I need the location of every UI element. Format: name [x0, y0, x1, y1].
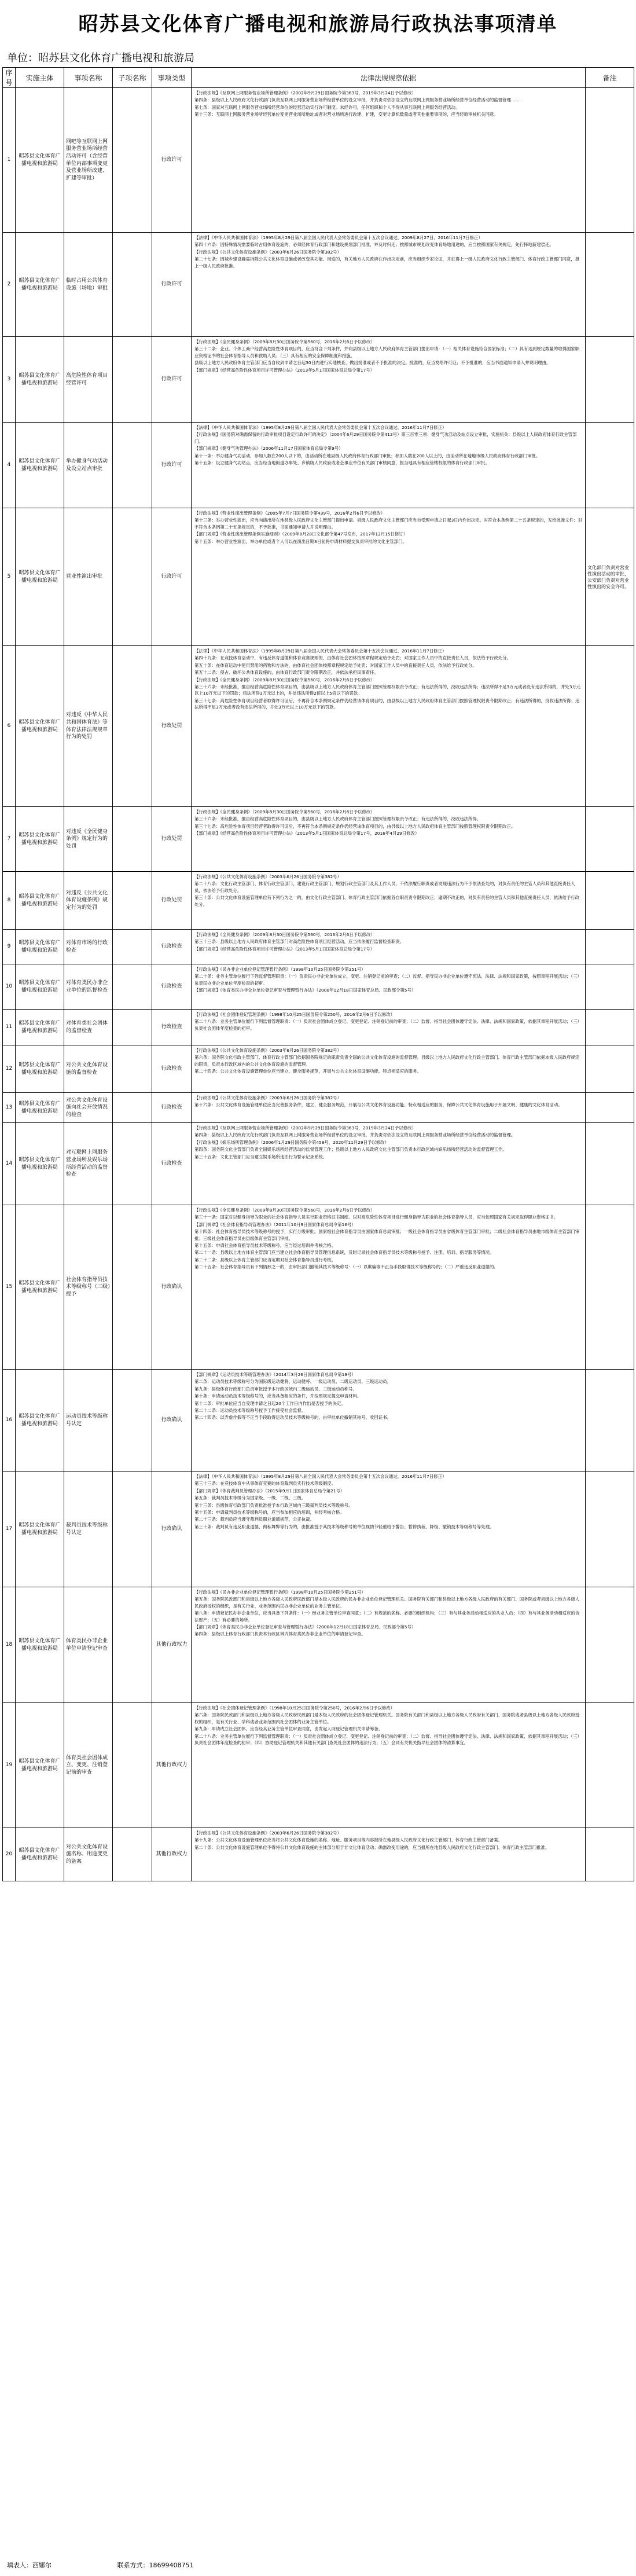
table-row: [3, 1123, 634, 1205]
item-name: 对体育类社会团体的监督检查: [64, 1010, 113, 1045]
unit-label: 单位：昭苏县文化体育广播电视和旅游局: [7, 52, 194, 64]
header-item-type: 事项类型: [152, 68, 192, 88]
legal-basis-paragraph: 第二十五条：社会体育指导员有下列情形之一的，由审批部门撤销其技术等级称号：（一）以欺骗等不正当手段取得技术等级称号的；（二）严重违反职业道德的。: [194, 1264, 498, 1270]
legal-basis-paragraph: 第三十七条：高危险性体育项目经营者取得许可证后，不再符合本条例规定条件仍经营该体育项目的，由县级以上地方人民政府体育主管部门按照管理权限责令限期改正；有违法所得的，没收违法所得；违法所得不足3万元或者没有违法所得的，并处3万元以上10万元以下的罚款。: [194, 698, 580, 710]
note: 文化部门负责对营业性演出活动的审批，公安部门负责对营业性演出的安全许可。: [586, 508, 634, 646]
note: [586, 964, 634, 1010]
legal-basis-paragraph: 第二十三条：裁判员应当遵守裁判员职业道德规范，公正执裁。: [194, 1517, 314, 1522]
item-type: 行政处罚: [152, 807, 192, 872]
note: [586, 1370, 634, 1472]
row-number: 11: [3, 1010, 16, 1045]
legal-basis-paragraph: 【行政法规】《互联网上网服务营业场所管理条例》（2002年9月29日国务院令第363号，2019年3月24日予以修改）: [194, 1125, 416, 1131]
legal-basis-paragraph: 第七条：国家对互联网上网服务营业场所经营单位的经营活动实行许可制度。未经许可，任何组织和个人不得从事互联网上网服务经营活动。: [194, 104, 460, 110]
item-type: 行政处罚: [152, 646, 192, 807]
note: [586, 1045, 634, 1093]
legal-basis-paragraph: 第三十一条：国家对以健身指导为职业的社会体育指导人员实行职业资格证书制度。以对高危险性体育项目进行健身指导为职业的社会体育指导人员，应当依照国家有关规定取得职业资格证书。: [194, 1214, 558, 1220]
legal-basis-paragraph: 【行政法规】《公共文化体育设施条例》（2003年6月26日国务院令第382号）: [194, 249, 341, 255]
table-row: [3, 1703, 634, 1828]
legal-basis: [192, 1123, 586, 1205]
implementing-subject: 昭苏县文化体育广播电视和旅游局: [16, 1205, 64, 1370]
implementing-subject: 昭苏县文化体育广播电视和旅游局: [16, 1828, 64, 1881]
row-number: 4: [3, 423, 16, 508]
legal-basis-paragraph: 第三十三条：县级以上地方人民政府体育主管部门对高危险性体育项目经营活动，应当依法履行监督检查职责。: [194, 939, 405, 945]
item-name: 对违反《中华人民共和国体育法》等体育法律法规规章行为的处罚: [64, 646, 113, 807]
subitem-name: [113, 1045, 152, 1093]
table-row: [3, 872, 634, 930]
implementing-subject: 昭苏县文化体育广播电视和旅游局: [16, 1587, 64, 1703]
item-name: 高危险性体育项目经营许可: [64, 337, 113, 423]
table-row: [3, 1472, 634, 1587]
legal-basis-paragraph: 第二十一条：县级以上地方体育主管部门应当建立社会体育指导员管理信息系统，及时记录社会体育指导员技术等级称号授予、注册、培训、指导服务等情况。: [194, 1250, 494, 1256]
item-type: 行政检查: [152, 930, 192, 964]
legal-basis-paragraph: 【行政法规】《民办非企业单位登记管理暂行条例》（1998年10月25日国务院令第251号）: [194, 967, 366, 972]
item-name: 网吧等互联网上网服务营业场所经营活动许可（含经营单位内部事项变更及营业场所改建、扩建等审批）: [64, 88, 113, 233]
table-header-row: [3, 68, 634, 88]
legal-basis-paragraph: 【部门规章】《营业性演出管理条例实施细则》（2009年8月28日文化部令第47号发布，2017年12月15日修订）: [194, 531, 408, 537]
legal-basis-paragraph: 第十二条：审批单位应当自受理申请之日起20个工作日内作出是否授予的决定。: [194, 1400, 345, 1406]
header-item-name: 事项名称: [64, 68, 113, 88]
legal-basis-paragraph: 第二十八条：业务主管单位履行下列监督管理职责：（一）负责社会团体成立登记、变更登记、注销登记前的审查；（二）监督、指导社会团体遵守宪法、法律、法规和国家政策，依据其章程开展活动；（三）负责社会团体年度检查的初审。: [194, 1019, 582, 1031]
legal-basis-paragraph: 第十三条：互联网上网服务营业场所经营单位变更营业场所地址或者对营业场所进行改建、扩建，变更计算机数量或者其他重要事项的，应当经原审核机关同意。: [194, 112, 498, 118]
item-type: 行政检查: [152, 1093, 192, 1123]
legal-basis-paragraph: 第十六条：公共文化体育设施管理单位应当完善服务条件，建立、健全服务规范，开展与公共文化体育设施功能、特点相适应的服务，保障公共文化体育设施用于开展文明、健康的文化体育活动。: [194, 1102, 563, 1108]
legal-basis-paragraph: 【法律】《中华人民共和国体育法》（1995年8月29日第八届全国人民代表大会常务委员会第十五次会议通过，2009年8月27日、2016年11月7日修正）: [194, 235, 483, 240]
subitem-name: [113, 1010, 152, 1045]
item-type: 行政处罚: [152, 872, 192, 930]
legal-basis-paragraph: 第四条：县级以上人民政府文化行政部门负责互联网上网服务营业场所经营单位的设立审批，并负责对依法设立的互联网上网服务营业场所经营单位经营活动的监督管理……: [194, 97, 520, 103]
implementing-subject: 昭苏县文化体育广播电视和旅游局: [16, 930, 64, 964]
legal-basis-paragraph: 【行政法规】《全民健身条例》（2009年8月30日国务院令第560号，2016年2月6日予以修改）: [194, 932, 375, 937]
item-type: 行政许可: [152, 423, 192, 508]
table-row: [3, 807, 634, 872]
implementing-subject: 昭苏县文化体育广播电视和旅游局: [16, 508, 64, 646]
table-row: [3, 1587, 634, 1703]
contact-phone: 联系方式：18699408751: [117, 2562, 194, 2569]
implementing-subject: 昭苏县文化体育广播电视和旅游局: [16, 646, 64, 807]
implementing-subject: 昭苏县文化体育广播电视和旅游局: [16, 1123, 64, 1205]
legal-basis-paragraph: 第四条：县级以上人民政府文化行政部门负责互联网上网服务营业场所经营单位的设立审批，并负责对依法设立的互联网上网服务营业场所经营单位经营活动的监督管理。: [194, 1132, 516, 1138]
header-no: 序号: [3, 68, 16, 88]
row-number: 13: [3, 1093, 16, 1123]
row-number: 16: [3, 1370, 16, 1472]
legal-basis-paragraph: 第十五条：举办营业性演出，举办单位或者个人可以在演出日期3日前将申请材料提交负责审批的文化主管部门。: [194, 538, 407, 544]
item-name: 运动员技术等级称号认定: [64, 1370, 113, 1472]
implementing-subject: 昭苏县文化体育广播电视和旅游局: [16, 233, 64, 337]
header-note: 备注: [586, 68, 634, 88]
item-name: 对公共文化体育设施名称、用途变更的备案: [64, 1828, 113, 1881]
legal-basis-paragraph: 第二十条：公共文化体育设施管理单位不得将公共文化体育设施的主体部分用于非文化体育活动；确需改变用途的，应当报所在地县级人民政府文化行政主管部门、体育行政主管部门批准。: [194, 1844, 550, 1850]
legal-basis-paragraph: 【部门规章】《体育类民办非企业单位登记审查与管理暂行办法》（2000年12月18日国家体育总局、民政部令第5号）: [194, 988, 416, 993]
legal-basis: [192, 233, 586, 337]
legal-basis-paragraph: 第四条：国务院文化主管部门负责全国娱乐场所经营活动的监督管理工作；县级以上地方人民政府文化主管部门负责本行政区域内娱乐场所经营活动的监督管理工作。: [194, 1147, 507, 1153]
subitem-name: [113, 1472, 152, 1587]
item-type: 行政许可: [152, 508, 192, 646]
legal-basis-paragraph: 【部门规章】《运动员技术等级管理办法》（2014年3月26日国家体育总局令第18号）: [194, 1372, 356, 1377]
row-number: 5: [3, 508, 16, 646]
item-type: 行政确认: [152, 1472, 192, 1587]
legal-basis-paragraph: 第三十三条：在竞技体育中从事体育竞赛的体育裁判员实行技术等级制度。: [194, 1481, 336, 1487]
implementing-subject: 昭苏县文化体育广播电视和旅游局: [16, 872, 64, 930]
legal-basis-paragraph: 【行政法规】《营业性演出管理条例》（2005年7月7日国务院令第439号，2016年2月6日予以修改）: [194, 511, 385, 516]
table-row: [3, 1828, 634, 1881]
legal-basis-paragraph: 第三十五条：文化主管部门应当建立娱乐场所违法行为警示记录系统。: [194, 1154, 328, 1159]
row-number: 10: [3, 964, 16, 1010]
legal-basis-paragraph: 第十四条：社会体育指导员技术等级称号的授予，实行分级审批。国家级社会体育指导员由国家体育总局审批；一级社会体育指导员由省级体育主管部门审批；二级社会体育指导员由地市级体育主管部门审批；三级社会体育指导员由县级体育主管部门审批。: [194, 1229, 580, 1241]
legal-basis-paragraph: 第三十七条：高危险性体育项目经营者取得许可证后，不再符合本条例规定条件仍经营该体育项目的，由县级以上地方人民政府体育主管部门按照管理权限责令限期改正。: [194, 823, 516, 829]
note: [586, 423, 634, 508]
legal-basis-paragraph: 第三十二条：企业、个体工商户经营高危险性体育项目的，应当符合下列条件，并向县级以上地方人民政府体育主管部门提出申请：（一）相关体育设施符合国家标准；（二）具有达到规定数量的取得国家职业资格证书的社会体育指导人员和救助人员；（三）具有相应的安全保障制度和措施。: [194, 346, 580, 358]
legal-basis-paragraph: 第四十九条：在竞技体育活动中，有违反体育道德和体育竞赛规则的，由体育社会团体按照章程规定给予处罚；对国家工作人员中的直接责任人员，依法给予行政处分。: [194, 655, 511, 661]
implementing-subject: 昭苏县文化体育广播电视和旅游局: [16, 1093, 64, 1123]
note: [586, 807, 634, 872]
legal-basis-paragraph: 【行政法规】《互联网上网服务营业场所管理条例》（2002年9月29日国务院令第363号，2019年3月24日予以修改）: [194, 90, 416, 96]
legal-basis-paragraph: 第二十八条：业务主管单位履行下列监督管理职责：（一）负责社会团体成立登记、变更登记、注销登记前的审查；（二）监督、指导社会团体遵守宪法、法律、法规和国家政策，依据其章程开展活动；（三）负责社会团体年度检查的初审；（四）协助登记管理机关和其他有关部门查处社会团体的违法行为；（五）会同有关机关指导社会团体的清算事宜。: [194, 1733, 582, 1746]
legal-basis-paragraph: 【行政法规】《公共文化体育设施条例》（2003年6月26日国务院令第382号）: [194, 1048, 341, 1053]
note: [586, 233, 634, 337]
header-subject: 实施主体: [16, 68, 64, 88]
row-number: 7: [3, 807, 16, 872]
item-type: 其他行政权力: [152, 1828, 192, 1881]
note: [586, 1587, 634, 1703]
row-number: 9: [3, 930, 16, 964]
legal-basis: [192, 1370, 586, 1472]
table-row: [3, 88, 634, 233]
implementing-subject: 昭苏县文化体育广播电视和旅游局: [16, 964, 64, 1010]
header-legal-basis: 法律法规规章依据: [192, 68, 586, 88]
legal-basis-paragraph: 第三十条：公共文化体育设施管理单位有下列行为之一的，由文化行政主管部门、体育行政主管部门依据各自职责责令限期改正；逾期不改正的，对负有责任的主管人员和其他直接责任人员，依法给予行政处分。: [194, 895, 580, 907]
legal-basis-paragraph: 县级以上地方人民政府体育主管部门应当自收到申请之日起30日内进行实地核查，做出批准或者不予批准的决定。批准的，应当发给许可证；不予批准的，应当书面通知申请人并说明理由。: [194, 360, 551, 366]
item-name: 对公共文化体育设施的监督检查: [64, 1045, 113, 1093]
legal-basis-paragraph: 第十条：申请运动员技术等级称号的，应当具备相应的条件，并按照规定提交申请材料。: [194, 1393, 362, 1399]
legal-basis-paragraph: 【部门规章】《经营高危险性体育项目许可管理办法》（2013年5月1日国家体育总局令第17号）: [194, 367, 375, 373]
item-type: 行政许可: [152, 233, 192, 337]
legal-basis-paragraph: 第三十六条：未经批准，擅自经营高危险性体育项目的，由县级以上地方人民政府体育主管部门按照管理权限责令改正；有违法所得的，没收违法所得；违法所得不足3万元或者没有违法所得的，并处3万元以上10万元以下的罚款；违法所得3万元以上的，并处违法所得2倍以上5倍以下的罚款。: [194, 684, 581, 696]
legal-basis: [192, 1093, 586, 1123]
document-title: 昭苏县文化体育广播电视和旅游局行政执法事项清单: [78, 13, 558, 36]
row-number: 20: [3, 1828, 16, 1881]
legal-basis: [192, 964, 586, 1010]
legal-basis-paragraph: 第十三条：县级体育行政部门负责批准授予本行政区域内三级裁判员技术等级称号。: [194, 1502, 353, 1508]
legal-basis-paragraph: 第三十条：裁判员有违反职业道德、徇私舞弊等行为的，由批准授予其技术等级称号的单位视情节轻重给予警告、暂停执裁、降级、撤销技术等级称号等处理。: [194, 1524, 494, 1529]
legal-basis-paragraph: 第二十四条：以弄虚作假等不正当手段取得运动员技术等级称号的，由审批单位撤销其称号，收回证书。: [194, 1415, 391, 1421]
item-name: 体育类社会团体成立、变更、注销登记前的审查: [64, 1703, 113, 1828]
item-type: 行政检查: [152, 1010, 192, 1045]
legal-basis-paragraph: 第九条：县级体育行政部门负责审批授予本行政区域内二级运动员、三级运动员称号。: [194, 1386, 357, 1392]
item-type: 其他行政权力: [152, 1587, 192, 1703]
legal-basis-paragraph: 【部门规章】《体育类民办非企业单位登记审查与管理暂行办法》（2000年12月18日国家体育总局、民政部令第5号）: [194, 1624, 416, 1630]
item-name: 临时占用公共体育设施（场地）审批: [64, 233, 113, 337]
item-type: 行政确认: [152, 1370, 192, 1472]
legal-basis-paragraph: 第八条：申请登记民办非企业单位，应当具备下列条件：（一）经业务主管单位审查同意；（二）有规范的名称、必要的组织机构；（三）有与其业务活动相适应的从业人员；（四）有与其业务活动相适应的合法财产；（五）有必要的场所。: [194, 1610, 580, 1623]
legal-basis: [192, 1205, 586, 1370]
row-number: 6: [3, 646, 16, 807]
legal-basis-paragraph: 第五条：裁判员技术等级分为国家级、一级、二级、三级。: [194, 1495, 306, 1501]
legal-basis-paragraph: 第十一条：举办健身气功活动，参加人数在200人以下的，由活动所在地县级人民政府体育行政部门审批；参加人数在200人以上的，由活动所在地地市级人民政府体育行政部门审批。: [194, 453, 541, 458]
implementing-subject: 昭苏县文化体育广播电视和旅游局: [16, 1472, 64, 1587]
legal-basis-paragraph: 【法律】《中华人民共和国体育法》（1995年8月29日第八届全国人民代表大会常务委员会第十五次会议通过，2016年11月7日修正）: [194, 425, 447, 430]
table-row: [3, 1093, 634, 1123]
legal-basis-paragraph: 第二十条：业务主管单位履行下列监督管理职责：（一）负责民办非企业单位成立、变更、注销登记前的审查；（二）监督、指导民办非企业单位遵守宪法、法律、法规和国家政策，按照章程开展活动；（三）负责民办非企业单位年度检查的初审。: [194, 974, 582, 986]
subitem-name: [113, 1093, 152, 1123]
subitem-name: [113, 646, 152, 807]
table-row: [3, 337, 634, 423]
header-subitem-name: 子项名称: [113, 68, 152, 88]
legal-basis: [192, 1045, 586, 1093]
note: [586, 1205, 634, 1370]
subitem-name: [113, 807, 152, 872]
item-name: 体育类民办非企业单位申请登记审查: [64, 1587, 113, 1703]
legal-basis-paragraph: 【行政法规】《全民健身条例》（2009年8月30日国务院令第560号，2016年2月6日予以修改）: [194, 809, 375, 814]
legal-basis: [192, 930, 586, 964]
legal-basis: [192, 646, 586, 807]
table-row: [3, 1205, 634, 1370]
legal-basis: [192, 1472, 586, 1587]
note: [586, 646, 634, 807]
table-row: [3, 646, 634, 807]
legal-basis-paragraph: 【行政法规】《社会团体登记管理条例》（1998年10月25日国务院令第250号，2016年2月6日予以修改）: [194, 1012, 395, 1017]
legal-basis-paragraph: 第十五条：申请社会体育指导员技术等级称号，应当经过培训并考核合格。: [194, 1243, 336, 1249]
row-number: 8: [3, 872, 16, 930]
legal-basis-paragraph: 第五十条：在体育运动中使用禁用的药物和方法的，由体育社会团体按照章程规定给予处罚；对国家工作人员中的直接责任人员，依法给予行政处分。: [194, 662, 477, 668]
row-number: 18: [3, 1587, 16, 1703]
legal-basis-paragraph: 第二十四条：公共文化体育设施管理单位应当建立、健全服务规范，开展与公共文化体育设施功能、特点相适应的服务。: [194, 1069, 421, 1074]
item-name: 对体育市场的行政检查: [64, 930, 113, 964]
legal-basis-paragraph: 【行政法规】《民办非企业单位登记管理暂行条例》（1998年10月25日国务院令第251号）: [194, 1590, 366, 1595]
row-number: 17: [3, 1472, 16, 1587]
item-type: 行政检查: [152, 1123, 192, 1205]
item-type: 其他行政权力: [152, 1703, 192, 1828]
implementing-subject: 昭苏县文化体育广播电视和旅游局: [16, 1010, 64, 1045]
item-name: 社会体育指导员技术等级称号（三级）授予: [64, 1205, 113, 1370]
item-name: 对违反《公共文化体育设施条例》规定行为的处罚: [64, 872, 113, 930]
note: [586, 337, 634, 423]
implementing-subject: 昭苏县文化体育广播电视和旅游局: [16, 337, 64, 423]
note: [586, 1828, 634, 1881]
legal-basis-paragraph: 【行政法规】《全民健身条例》（2009年8月30日国务院令第560号，2016年2月6日予以修改）: [194, 1208, 375, 1213]
legal-basis-paragraph: 第十九条：公共文化体育设施管理单位应当将公共文化体育设施的名称、地址、服务项目等内容报所在地县级人民政府文化行政主管部门、体育行政主管部门备案。: [194, 1837, 503, 1843]
row-number: 1: [3, 88, 16, 233]
item-type: 行政检查: [152, 964, 192, 1010]
legal-basis: [192, 1587, 586, 1703]
legal-basis-paragraph: 第十五条：设立健身气功站点，应当经当地街道办事处、乡镇级人民政府或者企事业单位有关部门审核同意，报当地具有相应管辖权限的体育行政部门审批。: [194, 460, 490, 466]
item-type: 行政许可: [152, 88, 192, 233]
item-type: 行政许可: [152, 337, 192, 423]
legal-basis-paragraph: 第六条：国务院民政部门和县级以上地方各级人民政府民政部门是本级人民政府的社会团体登记管理机关。国务院有关部门和县级以上地方各级人民政府有关部门、国务院或者县级以上地方各级人民政府授权的组织，是有关行业、学科或者业务范围内社会团体的业务主管单位。: [194, 1712, 580, 1724]
note: [586, 1093, 634, 1123]
row-number: 3: [3, 337, 16, 423]
table-row: [3, 1045, 634, 1093]
implementing-subject: 昭苏县文化体育广播电视和旅游局: [16, 807, 64, 872]
legal-basis-paragraph: 【行政法规】《公共文化体育设施条例》（2003年6月26日国务院令第382号）: [194, 1095, 341, 1100]
legal-basis-paragraph: 第二十二条：县级以上体育主管部门应当定期对社会体育指导员进行考核。: [194, 1257, 336, 1263]
implementing-subject: 昭苏县文化体育广播电视和旅游局: [16, 1045, 64, 1093]
legal-basis: [192, 872, 586, 930]
table-row: [3, 1370, 634, 1472]
note: [586, 1123, 634, 1205]
note: [586, 872, 634, 930]
legal-basis: [192, 1010, 586, 1045]
row-number: 2: [3, 233, 16, 337]
table-row: [3, 233, 634, 337]
subitem-name: [113, 1828, 152, 1881]
legal-basis: [192, 807, 586, 872]
legal-basis: [192, 1828, 586, 1881]
enforcement-items-table: [2, 67, 634, 1881]
legal-basis: [192, 1703, 586, 1828]
legal-basis-paragraph: 第二十八条：文化行政主管部门、体育行政主管部门、建设行政主管部门、规划行政主管部门及其工作人员，不依法履行职责或者发现违法行为不予依法查处的，对负有责任的主管人员和其他直接责任人员，依法给予行政处分。: [194, 881, 575, 893]
row-number: 12: [3, 1045, 16, 1093]
legal-basis: [192, 508, 586, 646]
legal-basis-paragraph: 【部门规章】《健身气功管理办法》（2006年11月17日国家体育总局令第9号）: [194, 446, 343, 452]
note: [586, 1703, 634, 1828]
subitem-name: [113, 930, 152, 964]
legal-basis-paragraph: 【部门规章】《社会体育指导员管理办法》（2011年10月9日国家体育总局令第16号）: [194, 1221, 356, 1227]
implementing-subject: 昭苏县文化体育广播电视和旅游局: [16, 88, 64, 233]
legal-basis-paragraph: 【部门规章】《经营高危险性体育项目许可管理办法》（2013年5月1日国家体育总局令第17号，2016年4月29日修改）: [194, 831, 420, 836]
subitem-name: [113, 1205, 152, 1370]
subitem-name: [113, 233, 152, 337]
legal-basis-paragraph: 第五条：国务院民政部门和县级以上地方各级人民政府民政部门是本级人民政府的民办非企业单位登记管理机关。国务院有关部门和县级以上地方各级人民政府的有关部门、国务院或者县级以上地方各级人民政府授权的组织，是有关行业、业务范围内民办非企业单位的业务主管单位。: [194, 1597, 580, 1609]
footer: [7, 2560, 257, 2570]
legal-basis-paragraph: 第六条：国务院文化行政主管部门、体育行政主管部门依据国务院规定的职责负责全国的公共文化体育设施的监督管理。县级以上地方人民政府文化行政主管部门、体育行政主管部门依据本级人民政府规定的职责，负责本行政区域内的公共文化体育设施的监督管理。: [194, 1055, 580, 1067]
filler-label: 填表人：西娜尔: [7, 2562, 52, 2569]
legal-basis-paragraph: 第二十二条：运动员技术等级称号授予工作接受社会监督。: [194, 1408, 306, 1414]
legal-basis: [192, 88, 586, 233]
subitem-name: [113, 964, 152, 1010]
table-row: [3, 423, 634, 508]
row-number: 19: [3, 1703, 16, 1828]
table-row: [3, 508, 634, 646]
legal-basis-paragraph: 第九条：申请成立社会团体，应当经其业务主管单位审查同意，由发起人向登记管理机关申请筹备。: [194, 1726, 383, 1732]
legal-basis: [192, 423, 586, 508]
legal-basis-paragraph: 【部门规章】《体育裁判员管理办法》（2015年9月1日国家体育总局令第21号）: [194, 1488, 345, 1494]
legal-basis-paragraph: 第二十七条：因城乡建设确需拆除公共文化体育设施或者改变其功能、用途的，有关地方人民政府在作出决定前，应当组织专家论证，并征得上一级人民政府文化行政主管部门、体育行政主管部门同意，报上一级人民政府批准。: [194, 256, 580, 269]
subitem-name: [113, 508, 152, 646]
item-type: 行政检查: [152, 1045, 192, 1093]
legal-basis-paragraph: 【行政法规】《全民健身条例》（2009年8月30日国务院令第560号，2016年2月6日予以修改）: [194, 339, 375, 344]
item-name: 对体育类民办非企业单位的监督检查: [64, 964, 113, 1010]
implementing-subject: 昭苏县文化体育广播电视和旅游局: [16, 1370, 64, 1472]
item-name: 对违反《全民健身条例》规定行为的处罚: [64, 807, 113, 872]
subitem-name: [113, 1587, 152, 1703]
legal-basis-paragraph: 第三十六条：未经批准，擅自经营高危险性体育项目的，由县级以上地方人民政府体育主管部门按照管理权限责令改正；有违法所得的，没收违法所得。: [194, 816, 481, 822]
implementing-subject: 昭苏县文化体育广播电视和旅游局: [16, 1703, 64, 1828]
note: [586, 1010, 634, 1045]
legal-basis: [192, 337, 586, 423]
item-name: 裁判员技术等级称号认定: [64, 1472, 113, 1587]
item-name: 举办健身气功活动及设立站点审批: [64, 423, 113, 508]
item-type: 行政确认: [152, 1205, 192, 1370]
legal-basis-paragraph: 【法律】《中华人民共和国体育法》（1995年8月29日第八届全国人民代表大会常务委员会第十五次会议通过，2016年11月7日修正）: [194, 648, 447, 654]
subitem-name: [113, 88, 152, 233]
table-row: [3, 930, 634, 964]
legal-basis-paragraph: 【法律】《中华人民共和国体育法》（1995年8月29日第八届全国人民代表大会常务委员会第十五次会议通过，2016年11月7日修正）: [194, 1474, 447, 1479]
note: [586, 1472, 634, 1587]
subitem-name: [113, 423, 152, 508]
table-body: [3, 88, 634, 1881]
legal-basis-paragraph: 【行政法规】《社会团体登记管理条例》（1998年10月25日国务院令第250号，2016年2月6日予以修改）: [194, 1705, 395, 1711]
item-name: 对互联网上网服务营业场所及娱乐场所经营活动的监督检查: [64, 1123, 113, 1205]
legal-basis-paragraph: 第二条：运动员技术等级称号分为国际级运动健将、运动健将、一级运动员、二级运动员、三级运动员。: [194, 1379, 391, 1385]
legal-basis-paragraph: 第四十六条：因特殊情况需要临时占用体育设施的，必须经体育行政部门和建设规划部门批准，并及时归还；按照城市规划改变体育场地用途的，应当按照国家有关规定，先行择地新建偿还。: [194, 242, 554, 248]
table-row: [3, 964, 634, 1010]
legal-basis-paragraph: 【部门规章】《经营高危险性体育项目许可管理办法》（2013年5月1日国家体育总局令第17号）: [194, 946, 375, 952]
note: [586, 930, 634, 964]
subitem-name: [113, 1703, 152, 1828]
subitem-name: [113, 337, 152, 423]
legal-basis-paragraph: 第十三条：举办营业性演出，应当向演出所在地县级人民政府文化主管部门提出申请。县级人民政府文化主管部门应当自受理申请之日起3日内作出决定。对符合本条例第二十五条规定的，发给批准文件；对不符合本条例第二十五条规定的，不予批准，书面通知申请人并说明理由。: [194, 518, 582, 530]
legal-basis-paragraph: 【行政法规】《国务院对确需保留的行政审批项目设定行政许可的决定》（2004年6月29日国务院令第412号）第三百零三项：健身气功活动及站点设立审批，实施机关：县级以上人民政府体育行政主管部门。: [194, 432, 577, 444]
legal-basis-paragraph: 第五十二条：侵占、破坏公共体育设施的，由体育行政部门责令限期改正，并依法承担民事责任。: [194, 670, 378, 676]
legal-basis-paragraph: 【行政法规】《娱乐场所管理条例》（2006年1月29日国务院令第458号，2020年11月29日予以修改）: [194, 1139, 389, 1145]
table-row: [3, 1010, 634, 1045]
subitem-name: [113, 872, 152, 930]
legal-basis-paragraph: 【行政法规】《公共文化体育设施条例》（2003年6月26日国务院令第382号）: [194, 1830, 341, 1836]
row-number: 14: [3, 1123, 16, 1205]
legal-basis-paragraph: 第四条：县级以上体育行政部门负责本行政区域内体育类民办非企业单位的申请登记审查。: [194, 1631, 366, 1637]
legal-basis-paragraph: 【行政法规】《全民健身条例》（2009年8月30日国务院令第560号，2016年2月6日予以修改）: [194, 677, 375, 682]
note: [586, 88, 634, 233]
implementing-subject: 昭苏县文化体育广播电视和旅游局: [16, 423, 64, 508]
legal-basis-paragraph: 【行政法规】《公共文化体育设施条例》（2003年6月26日国务院令第382号）: [194, 874, 341, 879]
row-number: 15: [3, 1205, 16, 1370]
item-name: 营业性演出审批: [64, 508, 113, 646]
subitem-name: [113, 1123, 152, 1205]
legal-basis-paragraph: 第十五条：申请裁判员技术等级称号的，应当参加相应的培训，并经考核合格。: [194, 1510, 344, 1515]
item-name: 对公共文化体育设施向社会开放情况的检查: [64, 1093, 113, 1123]
subitem-name: [113, 1370, 152, 1472]
